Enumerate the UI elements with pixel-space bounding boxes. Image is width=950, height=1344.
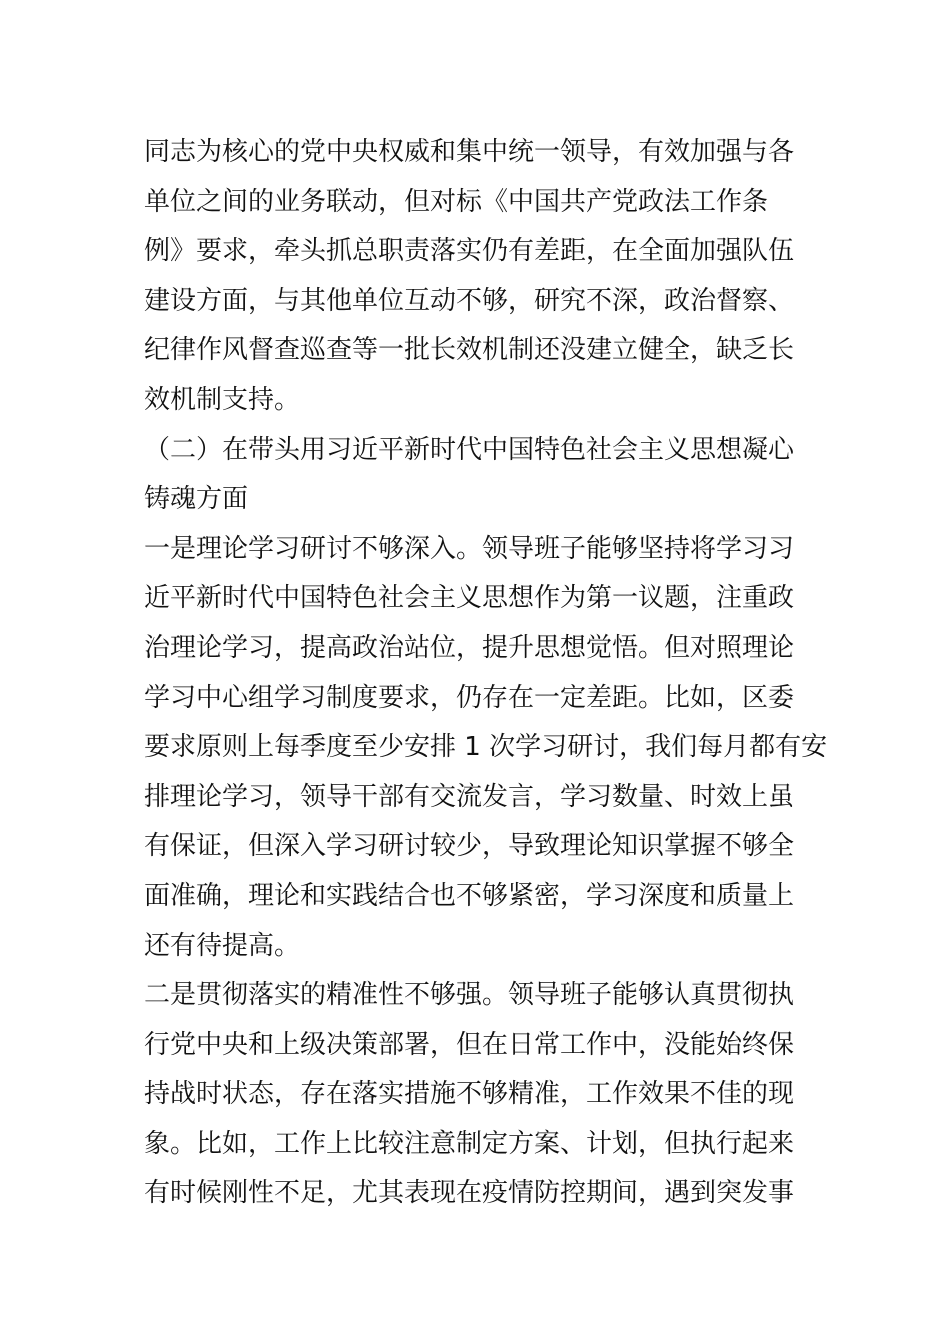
text-line: 纪律作风督查巡查等一批长效机制还没建立健全，缺乏长 bbox=[144, 335, 795, 366]
text-line: 同志为核心的党中央权威和集中统一领导，有效加强与各 bbox=[144, 137, 795, 167]
text-line: 学习中心组学习制度要求，仍存在一定差距。比如，区委 bbox=[144, 682, 795, 713]
text-line: 排理论学习，领导干部有交流发言，学习数量、时效上虽 bbox=[144, 781, 795, 812]
text-line: 近平新时代中国特色社会主义思想作为第一议题，注重政 bbox=[144, 583, 795, 614]
text-line: 还有待提高。 bbox=[144, 930, 301, 961]
section-heading-line: 铸魂方面 bbox=[144, 484, 249, 515]
text-line: 二是贯彻落实的精准性不够强。领导班子能够认真贯彻执 bbox=[144, 980, 795, 1011]
text-line: 建设方面，与其他单位互动不够，研究不深，政治督察、 bbox=[144, 285, 795, 316]
text-line: 行党中央和上级决策部署，但在日常工作中，没能始终保 bbox=[144, 1029, 795, 1060]
text-line: 治理论学习，提高政治站位，提升思想觉悟。但对照理论 bbox=[144, 632, 795, 663]
text-line: 持战时状态，存在落实措施不够精准，工作效果不佳的现 bbox=[144, 1079, 795, 1110]
text-line: 效机制支持。 bbox=[144, 384, 301, 415]
section-heading-line: （二）在带头用习近平新时代中国特色社会主义思想凝心 bbox=[144, 434, 795, 465]
text-line: 有保证，但深入学习研讨较少，导致理论知识掌握不够全 bbox=[144, 831, 795, 862]
document-body bbox=[144, 128, 828, 1219]
text-line: 单位之间的业务联动，但对标《中国共产党政法工作条 bbox=[144, 186, 769, 217]
text-line: 有时候刚性不足，尤其表现在疫情防控期间，遇到突发事 bbox=[144, 1178, 795, 1209]
text-line: 一是理论学习研讨不够深入。领导班子能够坚持将学习习 bbox=[144, 533, 795, 564]
text-line: 象。比如，工作上比较注意制定方案、计划，但执行起来 bbox=[144, 1128, 795, 1159]
text-line: 面准确，理论和实践结合也不够紧密，学习深度和质量上 bbox=[144, 880, 795, 911]
text-line: 例》要求，牵头抓总职责落实仍有差距，在全面加强队伍 bbox=[144, 236, 795, 267]
text-line: 要求原则上每季度至少安排 1 次学习研讨，我们每月都有安 bbox=[144, 732, 828, 763]
